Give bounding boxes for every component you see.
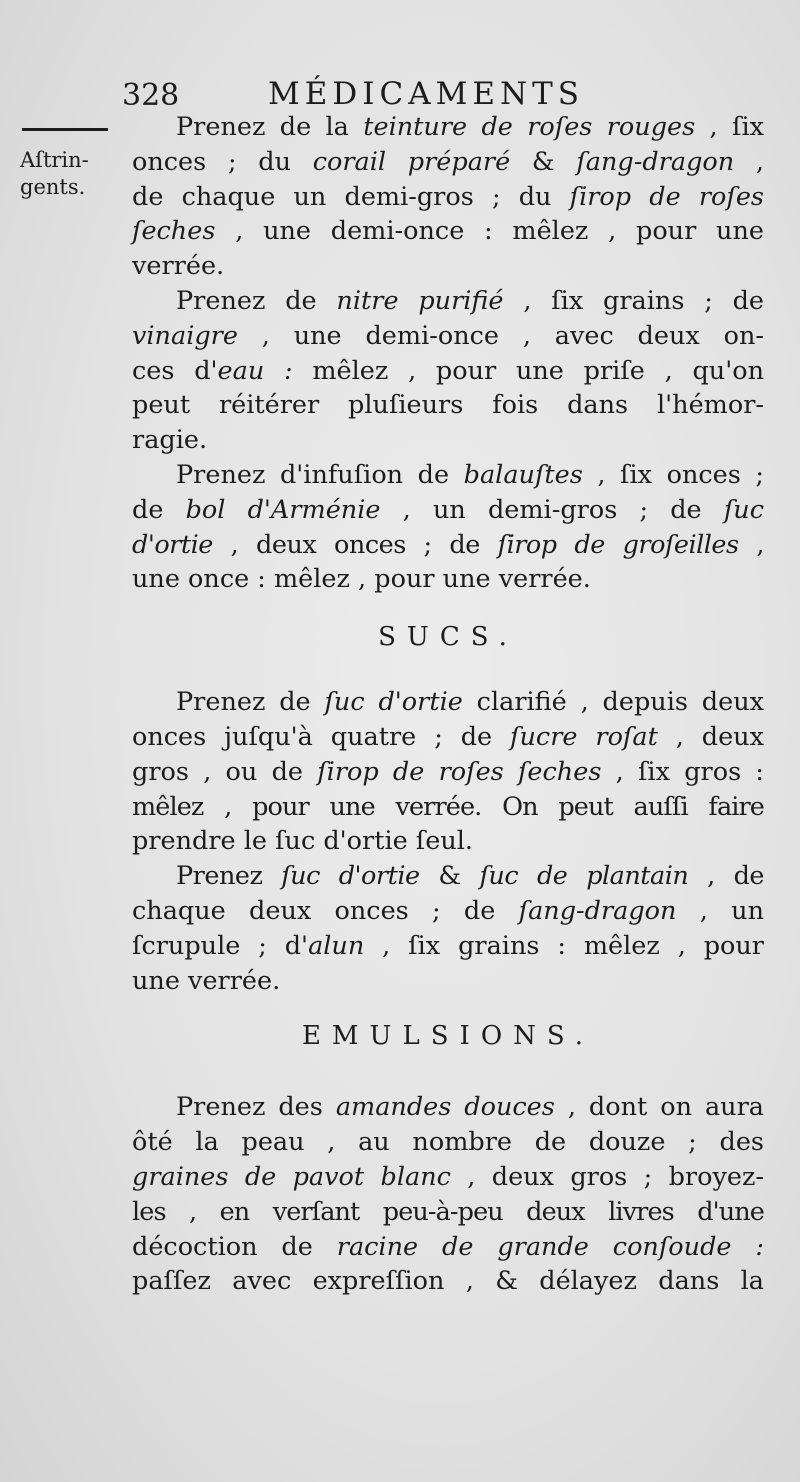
text-line: de bol d'Arménie , un demi-gros ; de ſuc bbox=[132, 494, 764, 525]
text-line: décoction de racine de grande conſoude : bbox=[132, 1231, 764, 1262]
text-line: peut réitérer pluſieurs fois dans l'hémor- bbox=[132, 390, 764, 421]
text-line: onces juſqu'à quatre ; de ſucre roſat , deux bbox=[132, 721, 764, 752]
text-line: vinaigre , une demi-once , avec deux on- bbox=[132, 320, 764, 351]
margin-rule bbox=[22, 128, 108, 131]
text-line: prendre le ſuc d'ortie ſeul. bbox=[132, 826, 474, 857]
text-line: ſcrupule ; d'alun , ſix grains : mêlez , pour bbox=[132, 930, 764, 961]
text-line: Prenez ſuc d'ortie & ſuc de plantain , de bbox=[176, 861, 765, 892]
text-line: une verrée. bbox=[132, 965, 281, 996]
text-line: gros , ou de ſirop de roſes ſeches , ſix gros : bbox=[132, 756, 765, 787]
text-line: mêlez , pour une verrée. On peut auſſi faire bbox=[132, 791, 764, 822]
text-line: verrée. bbox=[132, 251, 225, 282]
page-number: 328 bbox=[122, 78, 180, 113]
text-line: Prenez de nitre purifié , ſix grains ; de bbox=[176, 285, 765, 316]
text-line: Prenez d'infuſion de balauſtes , ſix onces ; bbox=[176, 459, 764, 490]
text-line: chaque deux onces ; de ſang-dragon , un bbox=[132, 895, 764, 926]
text-line: ces d'eau : mêlez , pour une priſe , qu'on bbox=[132, 355, 764, 386]
text-line: d'ortie , deux onces ; de ſirop de groſeilles , bbox=[132, 529, 765, 560]
text-line: ragie. bbox=[132, 425, 208, 456]
text-line: ſeches , une demi-once : mêlez , pour une bbox=[132, 216, 764, 247]
text-line: graines de pavot blanc , deux gros ; broyez- bbox=[132, 1161, 765, 1192]
margin-note bbox=[20, 147, 118, 201]
text-line: ôté la peau , au nombre de douze ; des bbox=[132, 1127, 764, 1158]
section-heading-emulsions: EMULSIONS. bbox=[301, 1021, 595, 1052]
text-line: de chaque un demi-gros ; du ſirop de roſes bbox=[132, 181, 764, 212]
body-text bbox=[132, 110, 764, 1299]
text-line: paſſez avec expreſſion , & délayez dans la bbox=[132, 1266, 764, 1297]
text-line: Prenez des amandes douces , dont on aura bbox=[176, 1092, 764, 1123]
section-heading-sucs: SUCS. bbox=[378, 622, 518, 653]
text-line: Prenez de la teinture de roſes rouges , ſix bbox=[176, 112, 764, 142]
text-line: Prenez de ſuc d'ortie clarifié , depuis deux bbox=[176, 687, 765, 718]
margin-note-line: Aſtrin- bbox=[20, 148, 89, 172]
text-line: une once : mêlez , pour une verrée. bbox=[132, 564, 591, 595]
running-title: MÉDICAMENTS bbox=[268, 76, 584, 112]
margin-note-line: gents. bbox=[20, 175, 86, 199]
text-line: les , en verſant peu-à-peu deux livres d'une bbox=[132, 1196, 764, 1227]
text-line: onces ; du corail préparé & ſang-dragon , bbox=[132, 146, 764, 177]
